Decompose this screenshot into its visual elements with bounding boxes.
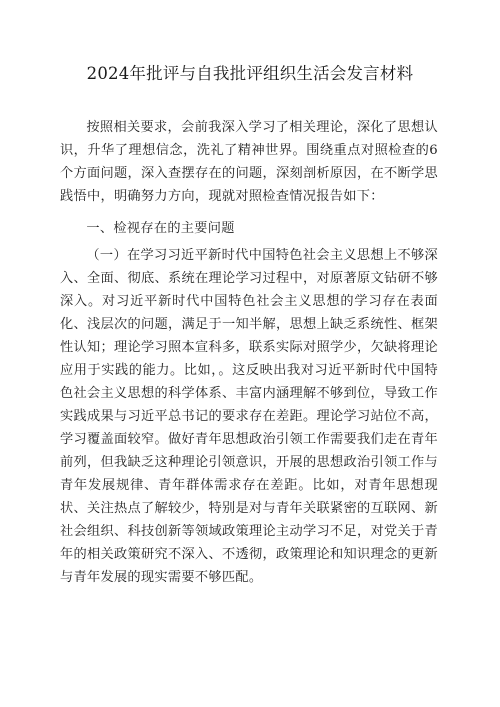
intro-paragraph: 按照相关要求，会前我深入学习了相关理论，深化了思想认识，升华了理想信念，洗礼了精神世界。围绕重点对照检查的6个方面问题，深入查摆存在的问题，深刻剖析原因，在不断学思践悟中，明确努力方向，现就对照检查情况报告如下： — [60, 120, 438, 204]
section-body-paragraph: （一）在学习习近平新时代中国特色社会主义思想上不够深入、全面、彻底、系统在理论学习过程中，对原著原文钻研不够深入。对习近平新时代中国特色社会主义思想的学习存在表面化、浅层次的问题，满足于一知半解，思想上缺乏系统性、框架性认知；理论学习照本宣科多，联系实际对照学少，欠缺将理论应用于实践的能力。比如，。这反映出我对习近平新时代中国特色社会主义思想的科学体系、丰富内涵理解不够到位，导致工作实践成果与习近平总书记的要求存在差距。理论学习站位不高，学习覆盖面较窄。做好青年思想政治引领工作需要我们走在青年前列，但我缺乏这种理论引领意识，开展的思想政治引领工作与青年发展规律、青年群体需求存在差距。比如，对青年思想现状、关注热点了解较少，特别是对与青年关联紧密的互联网、新社会组织、科技创新等领域政策理论主动学习不足，对党关于青年的相关政策研究不深入、不透彻，政策理论和知识理念的更新与青年发展的现实需要不够匹配。 — [60, 248, 438, 585]
document-title: 2024年批评与自我批评组织生活会发言材料 — [86, 64, 414, 83]
section-heading: 一、检视存在的主要问题 — [86, 221, 235, 236]
